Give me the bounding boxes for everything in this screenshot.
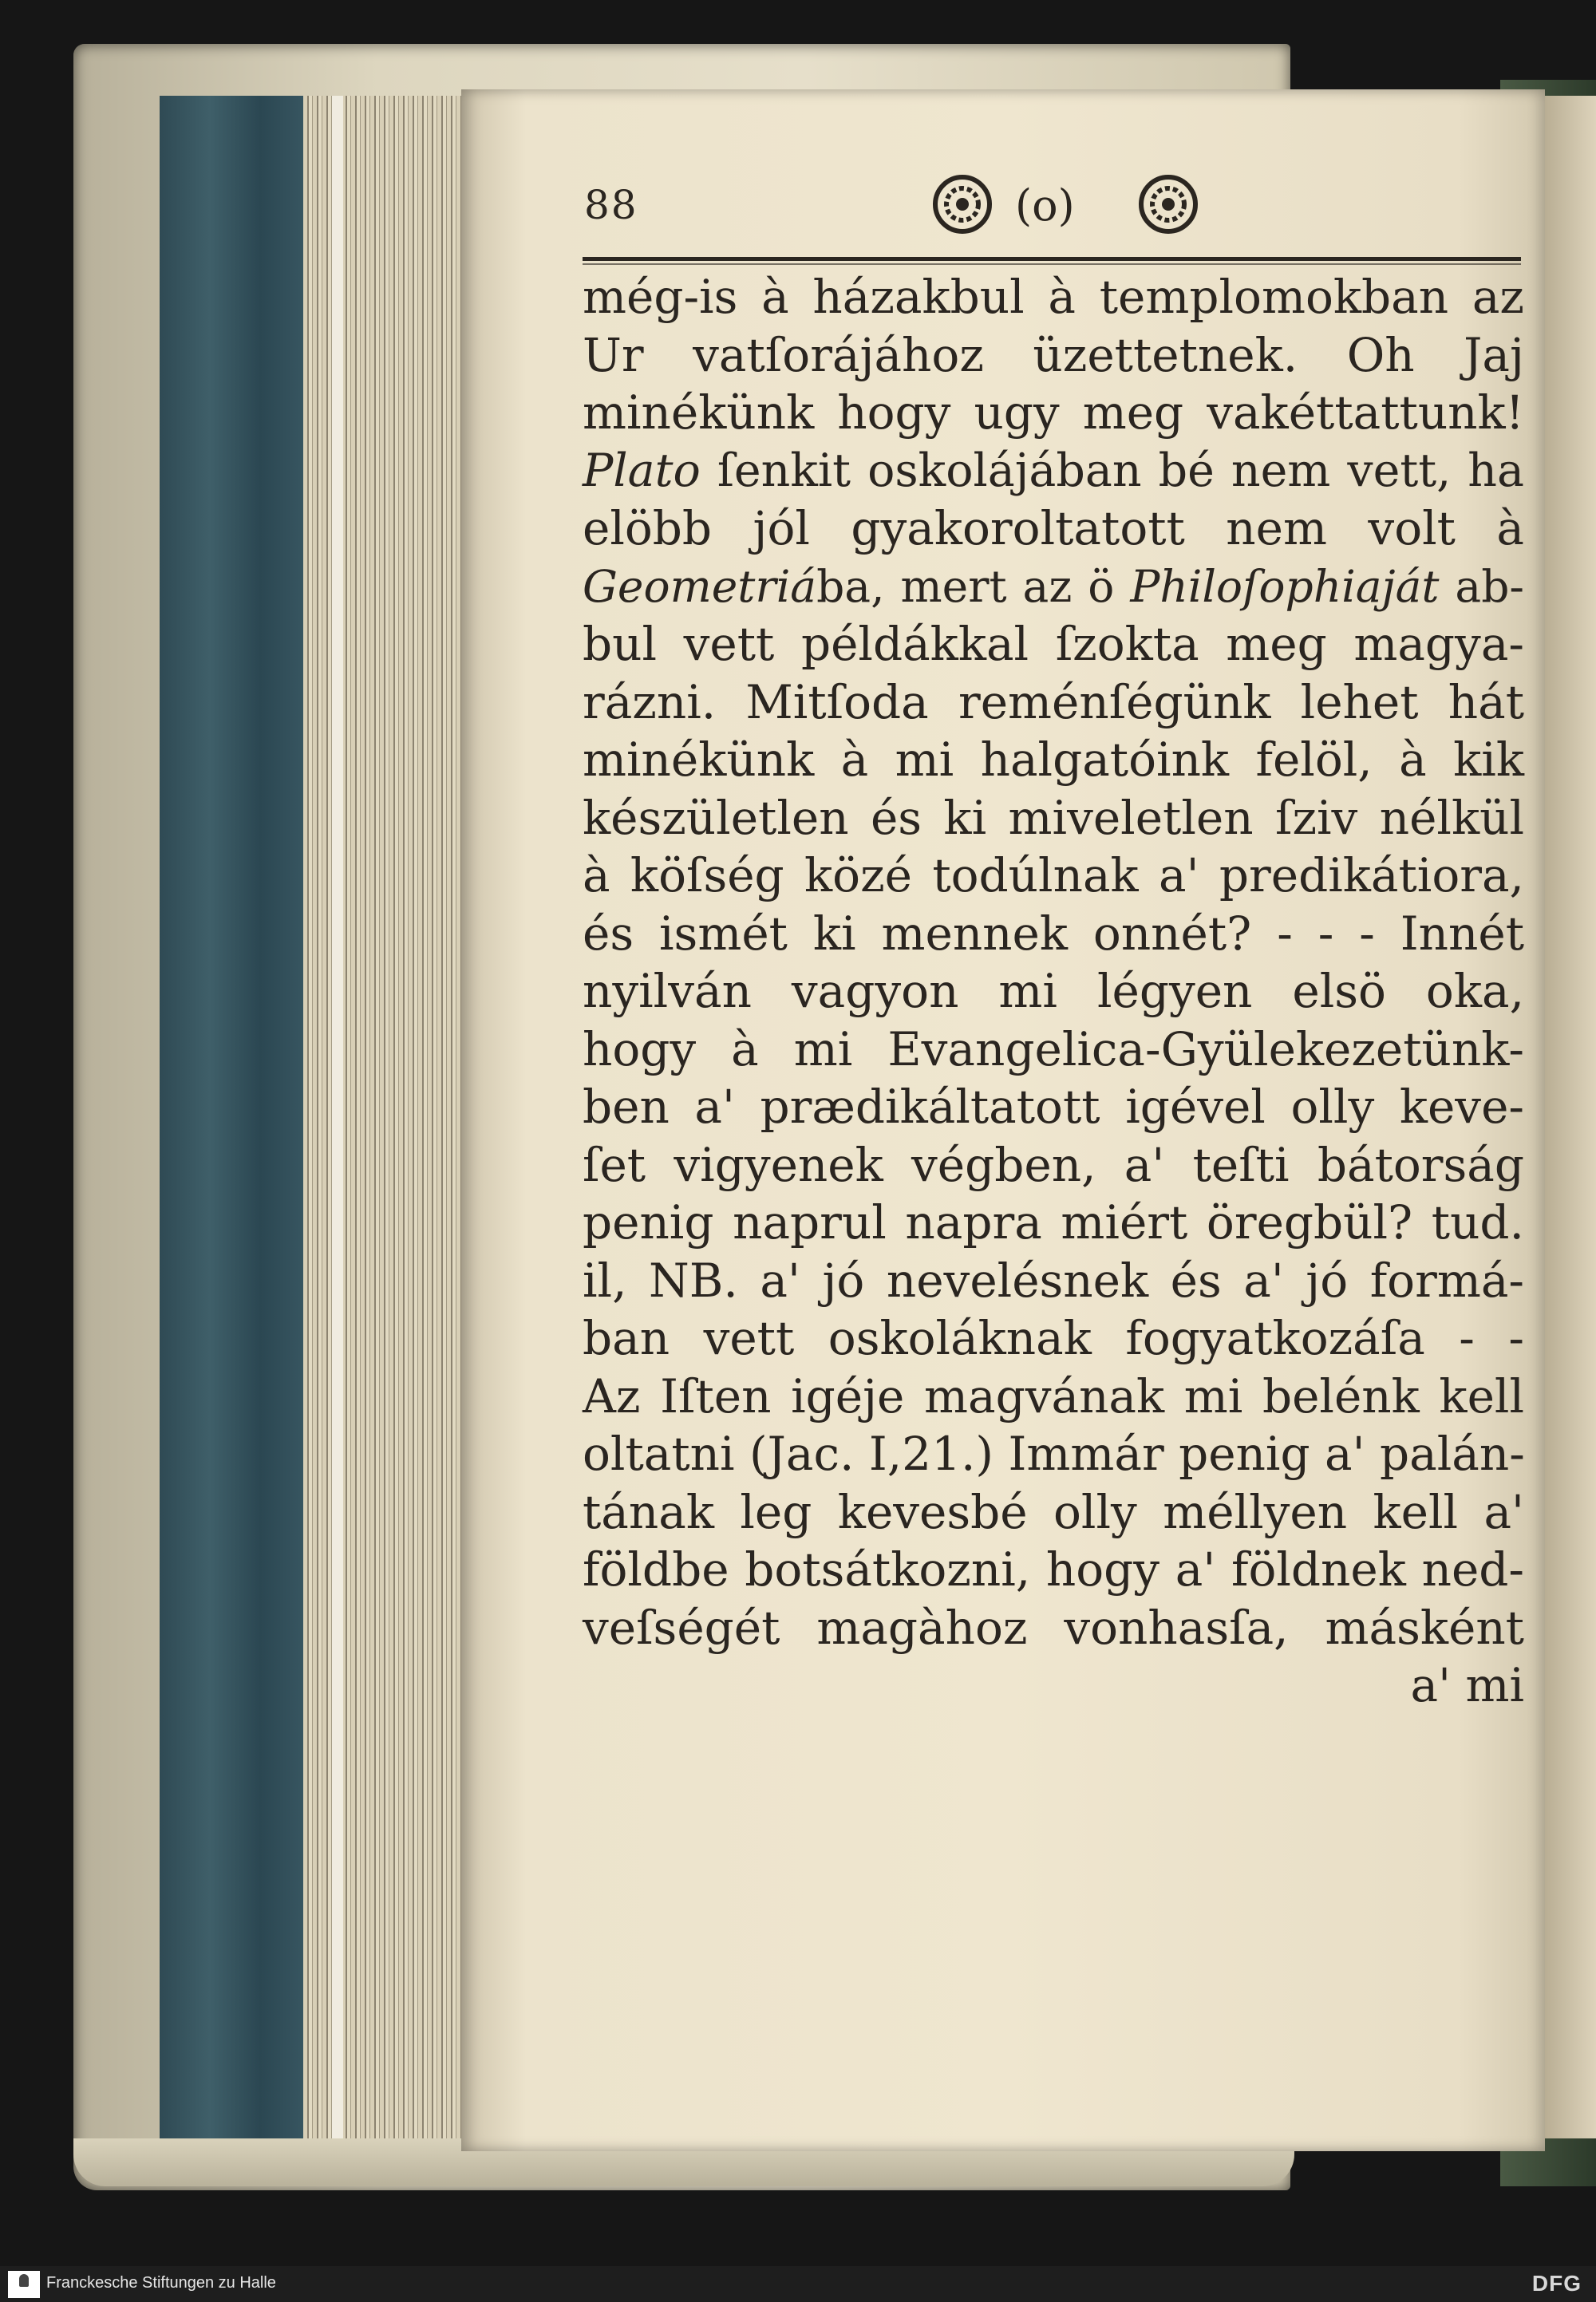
text-run: tának leg kevesbé olly méllyen kell a' (583, 1484, 1524, 1539)
institution-logo-icon (8, 2271, 40, 2298)
italic-text: Plato (583, 444, 701, 497)
text-run: ben a' prædikáltatott igével olly keve- (583, 1080, 1524, 1134)
text-line (583, 1309, 1524, 1368)
text-run: készületlen és ki miveletlen ſziv nélkül (583, 790, 1524, 845)
text-run: még-is à házakbul à templomokban az (583, 270, 1524, 324)
page-number: 88 (584, 182, 638, 228)
text-run: ab- (1439, 560, 1524, 612)
text-line (583, 1078, 1524, 1136)
text-line (583, 1599, 1524, 1657)
text-line (583, 442, 1524, 500)
text-line (583, 558, 1524, 616)
text-run: penig naprul napra miért öregbül? tud. (583, 1195, 1524, 1250)
text-run: il, NB. a' jó nevelésnek és a' jó formá- (583, 1253, 1524, 1308)
text-line (583, 384, 1524, 442)
catchword: a' mi (1410, 1658, 1524, 1712)
text-line (583, 789, 1524, 847)
text-line (583, 268, 1524, 326)
text-run: és ismét ki mennek onnét? - - - Innét (583, 906, 1524, 961)
text-run: oltatni (Jac. I,21.) Immár penig a' palán- (583, 1427, 1525, 1481)
text-line (583, 1541, 1524, 1599)
text-run: veſségét magàhoz vonhasſa, másként (583, 1600, 1524, 1655)
text-run: hogy à mi Evangelica-Gyülekezetünk- (583, 1021, 1524, 1076)
text-run: elöbb jól gyakoroltatott nem volt à (583, 501, 1524, 555)
text-line (583, 1136, 1524, 1194)
italic-text: Geometriá (583, 560, 817, 612)
text-run: bul vett példákkal ſzokta meg magya- (583, 617, 1524, 671)
text-line (583, 1368, 1524, 1426)
italic-text: Philoſophiaját (1130, 560, 1440, 612)
text-run: ſenkit oskolájában bé nem vett, ha (700, 444, 1524, 497)
text-run: à köſség közé todúlnak a' predikátiora, (583, 848, 1524, 902)
page-text (583, 268, 1524, 1715)
text-run: ban vett oskoláknak fogyatkozáſa - - (583, 1311, 1524, 1365)
text-run: rázni. Mitſoda reménſégünk lehet hát (583, 674, 1524, 729)
header-rule-thin (583, 263, 1521, 265)
text-line (583, 673, 1524, 732)
text-line (583, 847, 1524, 905)
text-line (583, 905, 1524, 963)
page-block-edge (160, 96, 303, 2146)
text-line (583, 326, 1524, 385)
text-run: minékünk hogy ugy meg vakéttattunk! (583, 385, 1524, 440)
institution-name: Franckesche Stiftungen zu Halle (46, 2274, 276, 2292)
viewer-footer (0, 2266, 1596, 2302)
flower-ornament-icon (1136, 172, 1200, 236)
page-stack (303, 96, 463, 2146)
header-ornament: (o) (1015, 180, 1075, 231)
text-line (583, 615, 1524, 673)
funder-logo: DFG (1531, 2271, 1582, 2296)
text-run: ſet vigyenek végben, a' teſti bátorság (583, 1137, 1524, 1192)
text-line (583, 1425, 1524, 1483)
text-line (583, 962, 1524, 1021)
text-run: nyilván vagyon mi légyen elsö oka, (583, 964, 1524, 1018)
text-run: Ur vatſorájához üzettetnek. Oh Jaj (583, 327, 1524, 382)
text-run: Az Iſten igéje magvának mi belénk kell (583, 1368, 1524, 1423)
text-run: ba, mert az ö (816, 560, 1131, 612)
text-run: földbe botsátkozni, hogy a' földnek ned- (583, 1542, 1524, 1597)
flower-ornament-icon (930, 172, 994, 236)
text-run: minékünk à mi halgatóink felöl, à kik (583, 732, 1524, 787)
text-line (583, 731, 1524, 789)
text-line (583, 1194, 1524, 1252)
header-rule (583, 257, 1521, 261)
text-line (583, 1021, 1524, 1079)
text-line (583, 1252, 1524, 1310)
text-line (583, 1483, 1524, 1542)
facing-page-edge (1545, 96, 1596, 2138)
text-line (583, 499, 1524, 558)
